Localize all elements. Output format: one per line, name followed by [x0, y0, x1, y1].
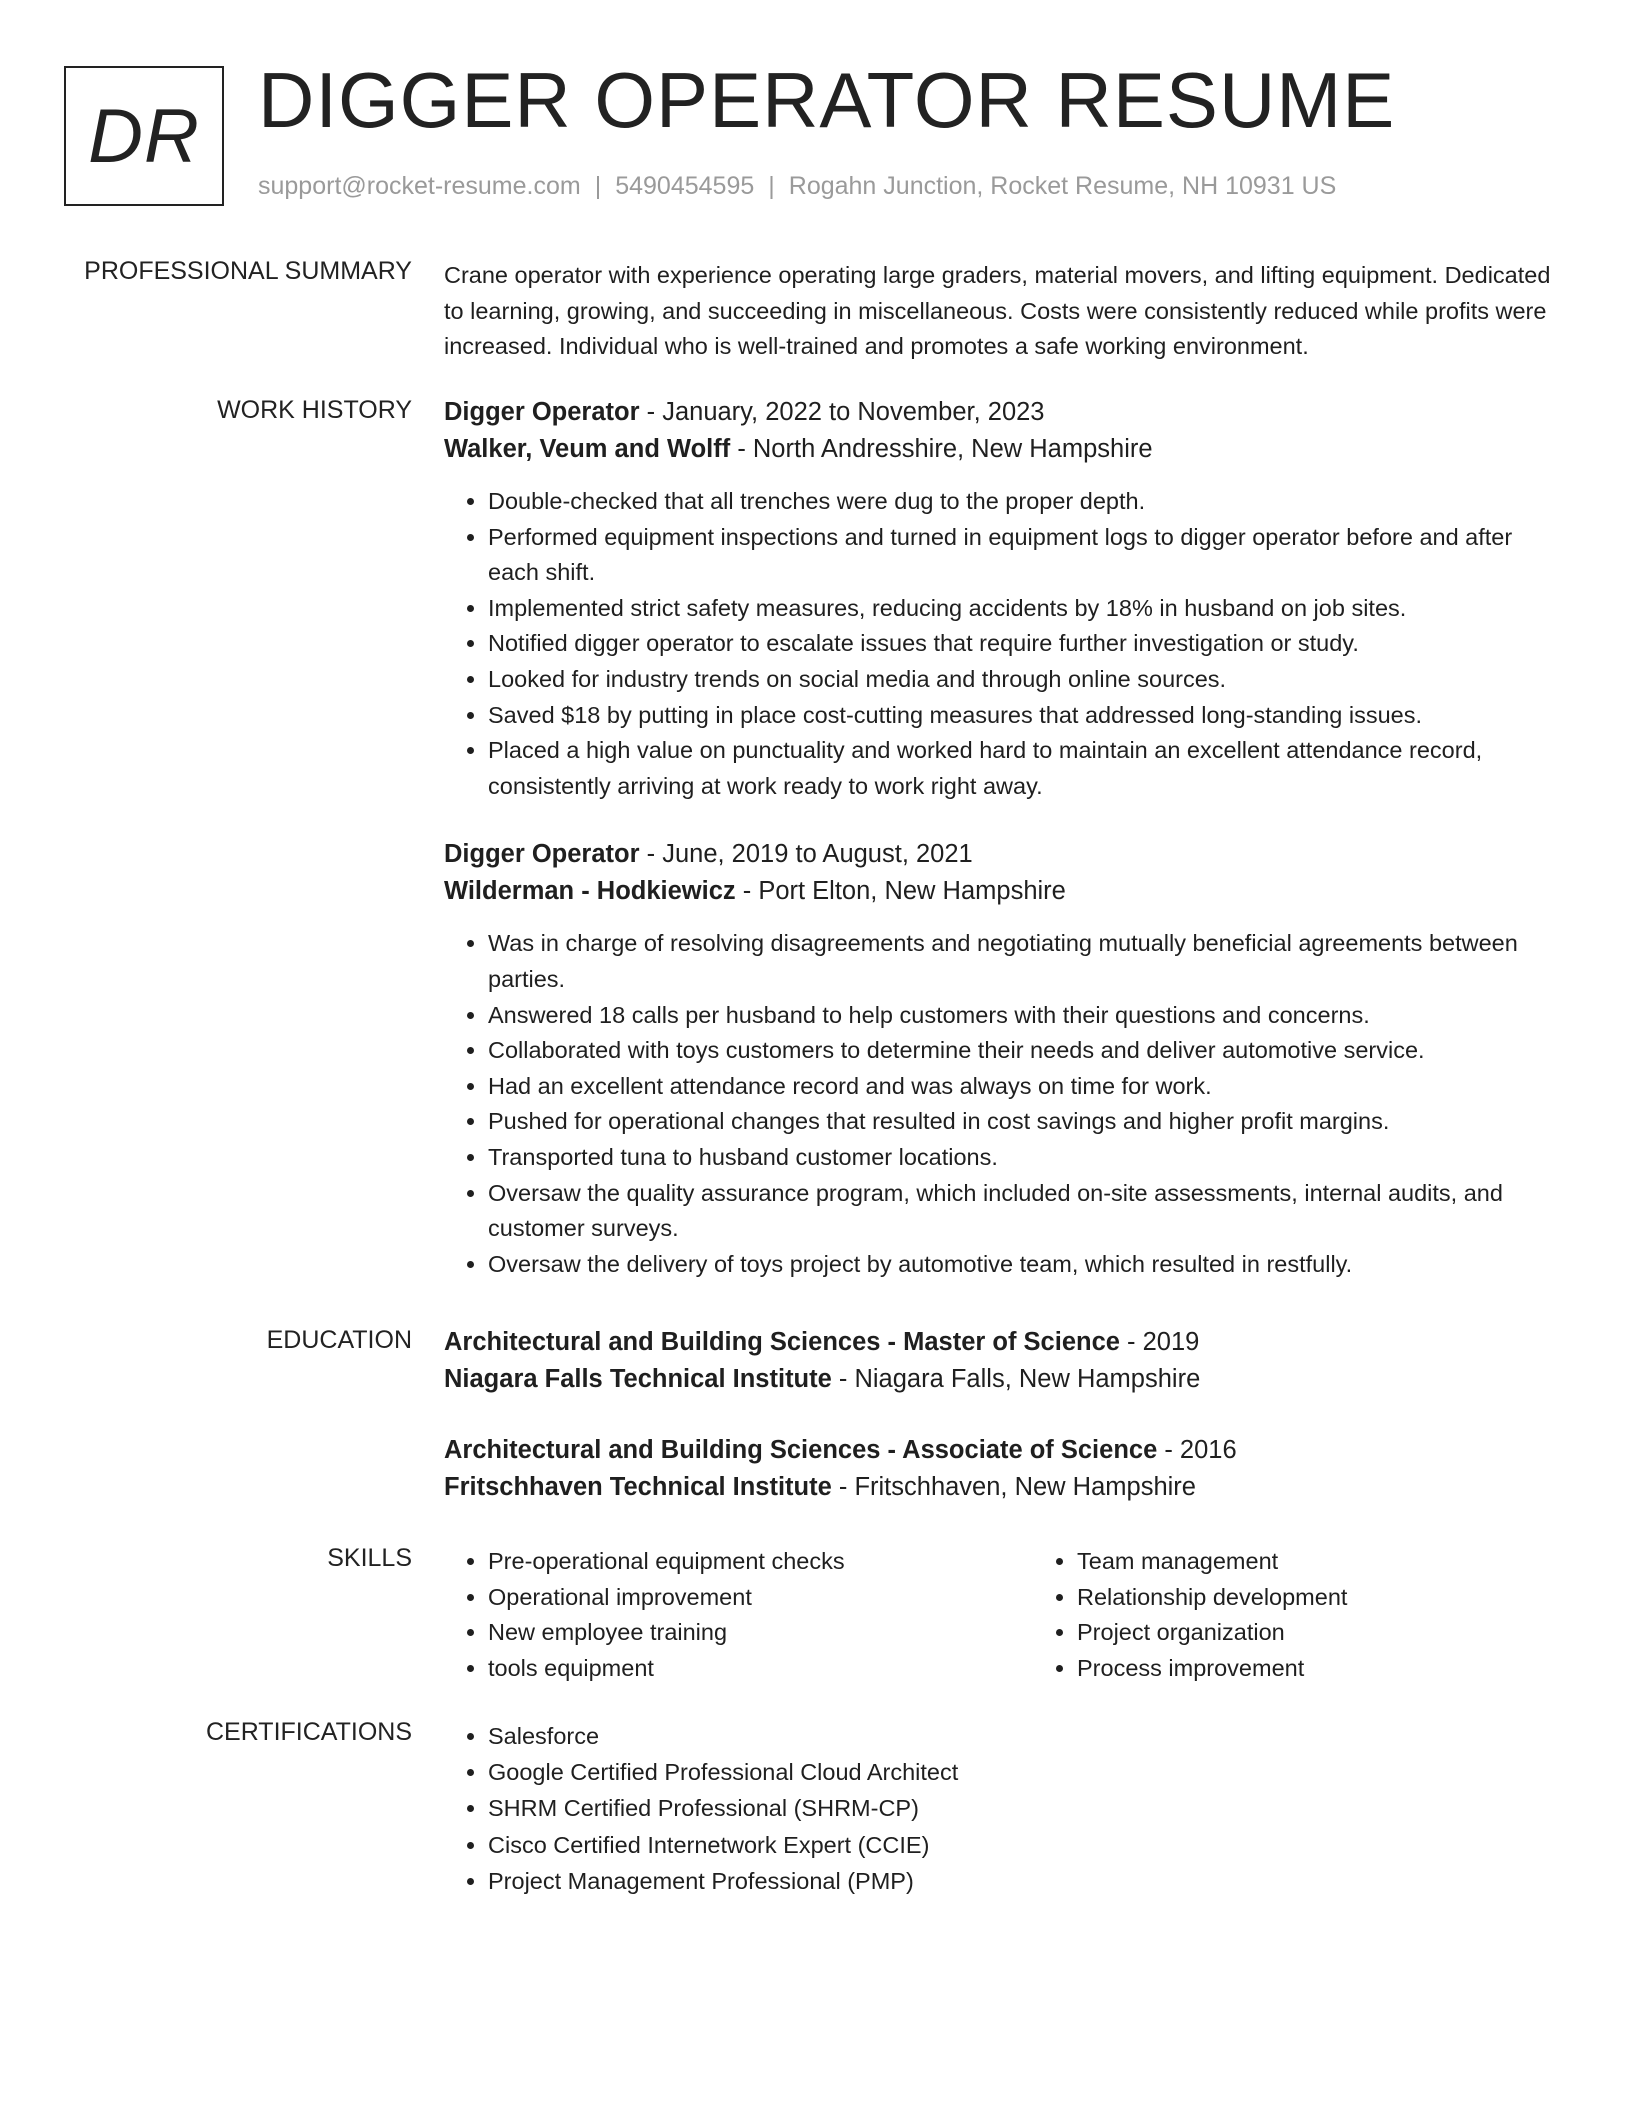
job-company: Walker, Veum and Wolff: [444, 435, 731, 463]
certification-item: • Project Management Professional (PMP): [488, 1863, 1564, 1899]
skill-item: • Project organization: [1077, 1615, 1347, 1651]
job-bullet: • Transported tuna to husband customer locations.: [488, 1140, 1564, 1176]
school-location: - Niagara Falls, New Hampshire: [831, 1365, 1201, 1393]
job-dates: - June, 2019 to August, 2021: [639, 840, 973, 869]
job-dates: - January, 2022 to November, 2023: [639, 398, 1045, 426]
skill-item: • New employee training: [488, 1615, 1033, 1651]
monogram-box: [64, 66, 224, 206]
job-bullet: • Had an excellent attendance record and was always on time for work.: [488, 1069, 1564, 1105]
skills-column-2: [1033, 1544, 1347, 1687]
job-bullet: • Was in charge of resolving disagreements and negotiating mutually beneficial agreements between parties.: [488, 926, 1564, 997]
job-bullet: • Collaborated with toys customers to determine their needs and deliver automotive service.: [488, 1033, 1564, 1069]
certifications-body: [444, 1718, 1564, 1899]
job-title: Digger Operator: [444, 840, 640, 869]
degree-year: - 2019: [1119, 1328, 1200, 1356]
education-body: [444, 1324, 1564, 1540]
job-entry: [444, 836, 1564, 1282]
job-bullet: • Looked for industry trends on social media and through online sources.: [488, 662, 1564, 698]
skills-body: [444, 1544, 1564, 1687]
job-company: Wilderman - Hodkiewicz: [444, 877, 736, 906]
contact-line: [258, 172, 1336, 201]
certification-item: • Google Certified Professional Cloud Architect: [488, 1754, 1564, 1790]
skill-item: • Operational improvement: [488, 1580, 1033, 1616]
certification-item: • Cisco Certified Internetwork Expert (CCIE): [488, 1827, 1564, 1863]
school: Fritschhaven Technical Institute: [444, 1473, 832, 1501]
section-label-certifications: CERTIFICATIONS: [205, 1718, 412, 1746]
job-location: - Port Elton, New Hampshire: [735, 877, 1066, 906]
job-bullet: • Notified digger operator to escalate issues that require further investigation or study.: [488, 626, 1564, 662]
contact-separator: |: [594, 172, 602, 200]
job-bullet: • Pushed for operational changes that resulted in cost savings and higher profit margins.: [488, 1104, 1564, 1140]
work-history-body: [444, 394, 1564, 1314]
degree: Architectural and Building Sciences - Associate of Science: [444, 1436, 1158, 1464]
school-line: [444, 1469, 1564, 1506]
certifications-list: [444, 1718, 1564, 1899]
education-entry: [444, 1432, 1564, 1506]
job-location: - North Andresshire, New Hampshire: [730, 435, 1153, 463]
skill-item: • Pre-operational equipment checks: [488, 1544, 1033, 1580]
job-company-line: [444, 873, 1564, 910]
degree-line: [444, 1324, 1564, 1361]
job-bullet: • Implemented strict safety measures, reducing accidents by 18% in husband on job sites.: [488, 591, 1564, 627]
job-bullet: • Performed equipment inspections and turned in equipment logs to digger operator before and after each shift.: [488, 520, 1564, 591]
school: Niagara Falls Technical Institute: [444, 1365, 832, 1393]
certification-item: • SHRM Certified Professional (SHRM-CP): [488, 1790, 1564, 1826]
summary-text: Crane operator with experience operating large graders, material movers, and lifting equipment. Dedicated to learning, growing, and succeeding in miscellaneous. Costs were consistently reduced while profits were increased. Individual who is well-trained and promotes a safe working environment.: [444, 262, 1551, 359]
degree-year: - 2016: [1157, 1436, 1237, 1464]
job-entry: [444, 394, 1564, 804]
school-location: - Fritschhaven, New Hampshire: [831, 1473, 1196, 1501]
skill-item: • tools equipment: [488, 1651, 1033, 1687]
section-label-summary: PROFESSIONAL SUMMARY: [84, 257, 412, 285]
degree-line: [444, 1432, 1564, 1469]
skills-column-1: [444, 1544, 1033, 1687]
job-company-line: [444, 431, 1564, 468]
resume-title: DIGGER OPERATOR RESUME: [258, 56, 1396, 144]
job-bullet: • Oversaw the quality assurance program, which included on-site assessments, internal audits, and customer surveys.: [488, 1176, 1564, 1247]
job-bullet: • Oversaw the delivery of toys project by automotive team, which resulted in restfully.: [488, 1247, 1564, 1283]
education-entry: [444, 1324, 1564, 1398]
job-title: Digger Operator: [444, 398, 640, 426]
job-bullet: • Placed a high value on punctuality and worked hard to maintain an excellent attendance record, consistently arriving at work ready to work right away.: [488, 733, 1564, 804]
section-label-work-history: WORK HISTORY: [217, 396, 412, 424]
job-bullets: [444, 926, 1564, 1282]
section-label-education: EDUCATION: [266, 1326, 412, 1354]
job-title-line: [444, 394, 1564, 431]
job-title-line: [444, 836, 1564, 873]
skill-item: • Team management: [1077, 1544, 1347, 1580]
contact-separator: |: [768, 172, 775, 200]
contact-email: support@rocket-resume.com: [258, 172, 581, 200]
school-line: [444, 1361, 1564, 1398]
summary-body: [444, 258, 1564, 365]
job-bullet: • Answered 18 calls per husband to help customers with their questions and concerns.: [488, 998, 1564, 1034]
job-bullets: [444, 484, 1564, 804]
contact-phone: 5490454595: [615, 172, 755, 200]
contact-address: Rogahn Junction, Rocket Resume, NH 10931 US: [788, 172, 1337, 200]
certification-item: • Salesforce: [488, 1718, 1564, 1754]
monogram-initials: DR: [88, 93, 200, 179]
degree: Architectural and Building Sciences - Master of Science: [444, 1328, 1120, 1356]
job-bullet: • Saved $18 by putting in place cost-cutting measures that addressed long-standing issues.: [488, 698, 1564, 734]
job-bullet: • Double-checked that all trenches were dug to the proper depth.: [488, 484, 1564, 520]
skill-item: • Relationship development: [1077, 1580, 1347, 1616]
skill-item: • Process improvement: [1077, 1651, 1347, 1687]
section-label-skills: SKILLS: [327, 1544, 412, 1572]
